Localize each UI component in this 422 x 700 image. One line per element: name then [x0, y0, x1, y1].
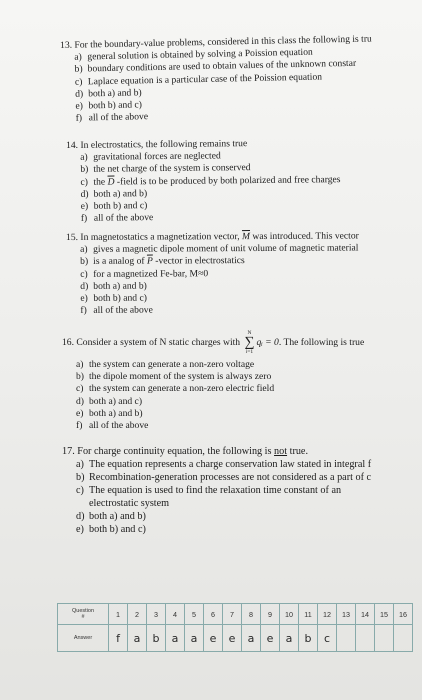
number-cell: 2: [128, 604, 147, 625]
number-cell: 8: [242, 604, 261, 625]
answer-cell: a: [128, 625, 147, 652]
q17-option-a: a) The equation represents a charge conservation law stated in integral f: [76, 459, 372, 470]
number-cell: 15: [375, 604, 394, 625]
answer-cell: b: [299, 625, 318, 652]
question-13: [60, 33, 373, 125]
answer-cell: [375, 625, 394, 652]
answer-table: [57, 603, 413, 652]
q15-option-c: c) for a magnetized Fe-bar, M≈0: [80, 267, 209, 280]
q17-option-d: d) both a) and b): [76, 511, 146, 522]
answer-header-cell: Answer: [58, 625, 109, 652]
q16-option-e: e) both a) and b): [76, 407, 143, 419]
q14-option-d: d) both a) and b): [80, 187, 148, 200]
number-cell: 11: [299, 604, 318, 625]
m-vector-symbol: $\overline{M}$: [241, 231, 251, 243]
number-cell: 14: [356, 604, 375, 625]
q15-option-b: b) is a analog of $\overline{P}$ -vector in electrostatics: [80, 255, 245, 268]
number-cell: 10: [280, 604, 299, 625]
q17-option-b: b) Recombination-generation processes are not considered as a part of c: [76, 472, 372, 483]
q17-option-e: e) both b) and c): [76, 524, 146, 535]
q13-option-d: d) both a) and b): [75, 87, 142, 100]
answer-cell: a: [185, 625, 204, 652]
q13-option-c: c) Laplace equation is a particular case of the Poission equation: [74, 71, 323, 88]
question-17-stem: 17. For charge continuity equation, the following is not true.: [62, 446, 308, 457]
number-cell: 13: [337, 604, 356, 625]
question-16: [62, 330, 364, 432]
d-vector-symbol: $\overline{D}$: [107, 176, 115, 188]
answer-cell: b: [147, 625, 166, 652]
number-cell: 12: [318, 604, 337, 625]
q14-option-b: b) the net charge of the system is conserved: [80, 162, 251, 176]
answer-cell: [394, 625, 413, 652]
answer-cell: [337, 625, 356, 652]
number-cell: 5: [185, 604, 204, 625]
q15-option-e: e) both b) and c): [80, 292, 147, 304]
question-14: [66, 137, 341, 225]
number-cell: 1: [109, 604, 128, 625]
q16-option-b: b) the dipole moment of the system is always zero: [76, 371, 272, 383]
question-15: [66, 230, 359, 317]
p-vector-symbol: $\overline{P}$: [146, 255, 153, 267]
q14-option-a: a) gravitational forces are neglected: [80, 150, 221, 164]
q13-option-e: e) both b) and c): [75, 99, 143, 112]
answer-cell: e: [204, 625, 223, 652]
q14-option-f: f) all of the above: [80, 212, 154, 225]
q16-option-d: d) both a) and c): [76, 395, 143, 407]
q17-option-c: c) The equation is used to find the relaxation time constant of an electrostatic system: [76, 485, 342, 509]
question-13-stem: 13. For the boundary-value problems, considered in this class the following is tru: [60, 33, 372, 51]
answer-cell: f: [109, 625, 128, 652]
q16-option-f: f) all of the above: [76, 420, 149, 432]
number-cell: 6: [204, 604, 223, 625]
question-15-stem: 15. In magnetostatics a magnetization vector, $\overline{M}$ was introduced. This vector: [66, 230, 359, 243]
q13-option-b: b) boundary conditions are used to obtain values of the unknown constar: [74, 58, 357, 76]
q16-option-a: a) the system can generate a non-zero voltage: [76, 359, 255, 370]
q15-option-d: d) both a) and b): [80, 280, 147, 292]
number-cell: 9: [261, 604, 280, 625]
question-14-stem: 14. In electrostatics, the following remains true: [66, 138, 248, 151]
q13-option-f: f) all of the above: [75, 111, 149, 124]
summation-symbol: N ∑ i=1: [244, 330, 255, 355]
number-cell: 4: [166, 604, 185, 625]
answer-cell: c: [318, 625, 337, 652]
number-cell: 3: [147, 604, 166, 625]
answer-cell: e: [223, 625, 242, 652]
question-header-cell: Question #: [58, 604, 109, 625]
q14-option-c: c) the $\overline{D}$ -field is to be produced by both polarized and free charges: [80, 173, 341, 188]
answer-cell: [356, 625, 375, 652]
q16-option-c: c) the system can generate a non-zero electric field: [76, 383, 275, 395]
answer-cell: a: [166, 625, 185, 652]
answer-table-answer-row: [58, 625, 413, 652]
answer-table-header-row: [58, 604, 413, 625]
q13-option-a: a) general solution is obtained by solving a Poission equation: [74, 46, 313, 63]
question-17: [62, 445, 371, 536]
number-cell: 7: [223, 604, 242, 625]
answer-cell: a: [242, 625, 261, 652]
number-cell: 16: [394, 604, 413, 625]
q14-option-e: e) both b) and c): [80, 200, 148, 212]
q15-option-f: f) all of the above: [80, 304, 153, 317]
answer-cell: a: [280, 625, 299, 652]
answer-cell: e: [261, 625, 280, 652]
question-16-stem: 16. Consider a system of N static charges with N ∑ i=1 qᵢ = 0. The following is true: [62, 330, 365, 355]
q15-option-a: a) gives a magnetic dipole moment of unit volume of magnetic material: [80, 242, 359, 256]
